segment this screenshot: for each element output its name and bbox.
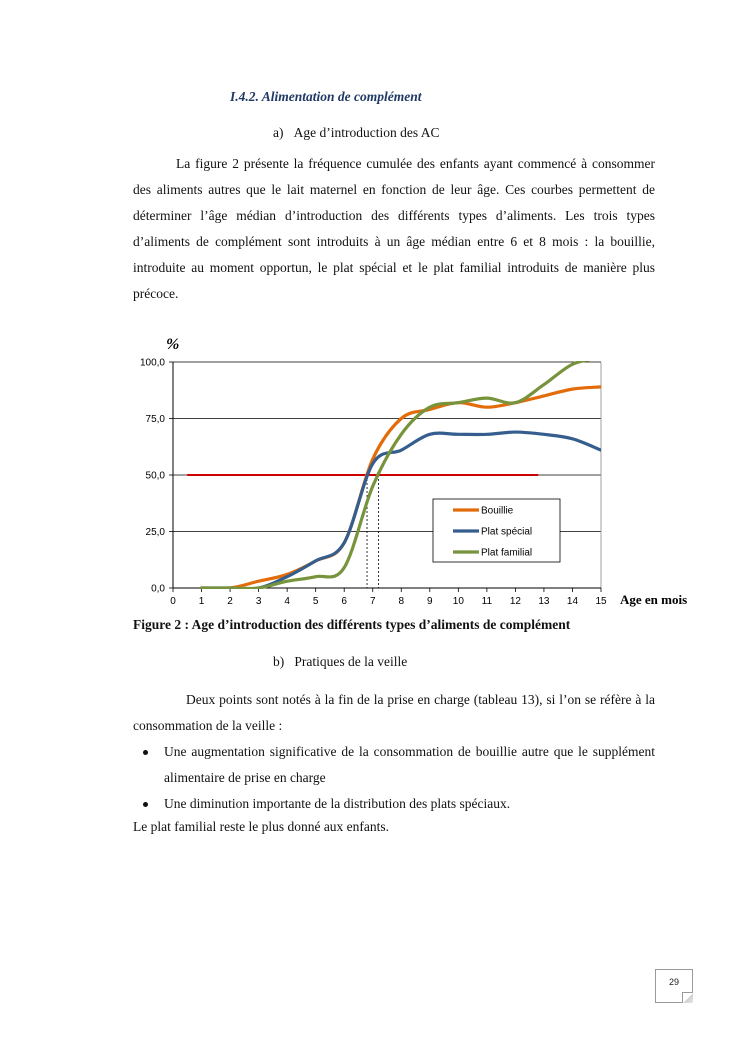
x-tick-label: 15 [595, 596, 607, 607]
legend-label: Plat spécial [481, 526, 533, 538]
figure-2-chart [120, 328, 710, 618]
x-tick-label: 1 [198, 596, 205, 607]
x-tick-label: 13 [538, 596, 550, 607]
page-number [655, 969, 693, 1003]
x-tick-label: 10 [452, 596, 464, 607]
legend-label: Plat familial [481, 547, 533, 559]
x-tick-label: 11 [481, 596, 493, 607]
x-tick-label: 6 [341, 596, 347, 607]
bullet-icon [143, 802, 148, 807]
x-tick-label: 0 [170, 596, 176, 607]
y-tick-label: 75,0 [145, 414, 165, 425]
x-tick-label: 5 [312, 596, 319, 607]
bullet-icon [143, 750, 148, 755]
y-axis-label: % [166, 336, 180, 353]
subheading-b: b) Pratiques de la veille [273, 654, 408, 669]
paragraph-veille: Deux points sont notés à la fin de la prise en charge (tableau 13), si l’on se réfère à la consommation de la veille : [133, 692, 655, 733]
bullet-text: Une diminution importante de la distribution des plats spéciaux. [164, 796, 511, 811]
subheading-a: a) Age d’introduction des AC [273, 125, 440, 140]
bullet-list [133, 739, 655, 817]
y-tick-label: 50,0 [145, 470, 165, 482]
closing-sentence: Le plat familial reste le plus donné aux enfants. [133, 819, 390, 834]
section-heading: I.4.2. Alimentation de complément [230, 89, 422, 104]
y-tick-label: 0,0 [151, 583, 165, 595]
page-fold-icon [682, 992, 693, 1003]
bullet-item [133, 791, 655, 817]
y-tick-label: 25,0 [145, 527, 165, 538]
x-tick-label: 7 [369, 596, 376, 607]
page-number-text: 29 [668, 977, 679, 987]
figure-caption: Figure 2 : Age d’introduction des différents types d’aliments de complément [133, 617, 571, 632]
bullet-item [133, 739, 655, 791]
paragraph-intro: La figure 2 présente la fréquence cumulée des enfants ayant commencé à consommer des aliments autres que le lait maternel en fonction de leur âge. Ces courbes permettent de déterminer l’âge médian d’introduction des différents types d’aliments. Les trois types d’aliments de complément sont introduits à un âge médian entre 6 et 8 mois : la bouillie, introduite au moment opportun, le plat spécial et le plat familial introduits de manière plus précoce. [133, 156, 655, 301]
x-tick-label: 3 [255, 596, 262, 607]
x-axis-label: Age en mois [620, 592, 688, 607]
legend-label: Bouillie [481, 505, 514, 517]
x-tick-label: 14 [566, 596, 579, 607]
x-tick-label: 4 [284, 596, 290, 607]
y-tick-label: 100,0 [139, 357, 165, 369]
x-tick-label: 9 [427, 596, 433, 607]
x-tick-label: 8 [398, 596, 405, 607]
x-tick-label: 12 [509, 596, 521, 607]
x-tick-label: 2 [227, 596, 233, 607]
bullet-text: Une augmentation significative de la consommation de bouillie autre que le supplément alimentaire de prise en charge [164, 744, 655, 785]
